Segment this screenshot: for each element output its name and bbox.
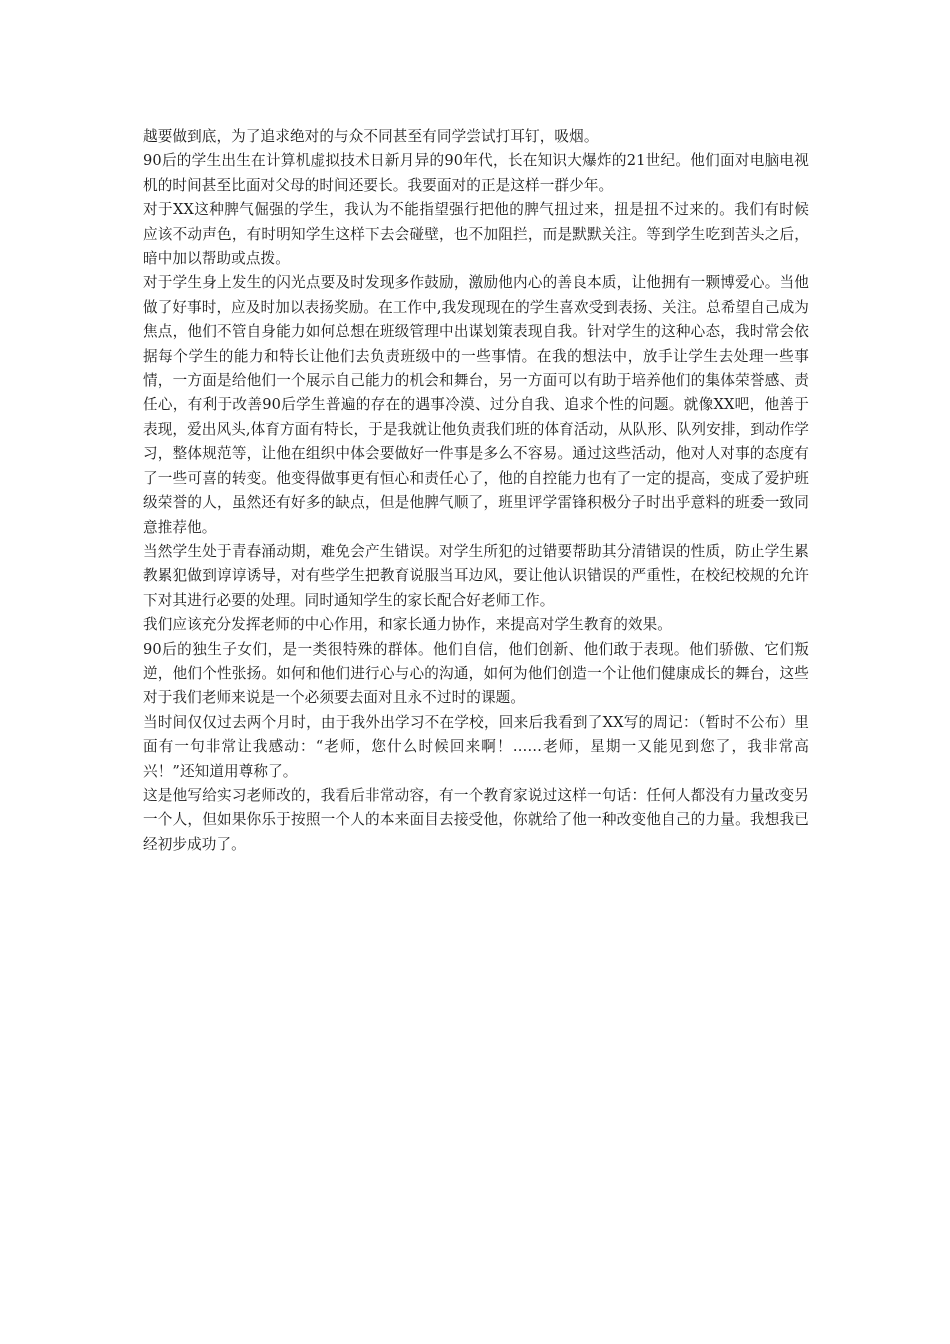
paragraph-6: 我们应该充分发挥老师的中心作用，和家长通力协作，来提高对学生教育的效果。 [143,616,672,634]
paragraph-4: 对于学生身上发生的闪光点要及时发现多作鼓励，激励他内心的善良本质，让他拥有一颗博爱心。当他做了好事时，应及时加以表扬奖励。在工作中,我发现现在的学生喜欢受到表扬、关注。总希望自己成为焦点，他们不管自身能力如何总想在班级管理中出谋划策表现自我。针对学生的这种心态，我时常会依据每个学生的能力和特长让他们去负责班级中的一些事情。在我的想法中，放手让学生去处理一些事情，一方面是给他们一个展示自己能力的机会和舞台，另一方面可以有助于培养他们的集体荣誉感、责任心，有利于改善90后学生普遍的存在的遇事冷漠、过分自我、追求个性的问题。就像XX吧，他善于表现，爱出风头,体育方面有特长，于是我就让他负责我们班的体育活动，从队形、队列安排，到动作学习，整体规范等，让他在组织中体会要做好一件事是多么不容易。通过这些活动，他对人对事的态度有了一些可喜的转变。他变得做事更有恒心和责任心了，他的自控能力也有了一定的提高，变成了爱护班级荣誉的人，虽然还有好多的缺点，但是他脾气顺了，班里评学雷锋积极分子时出乎意料的班委一致同意推荐他。 [143,274,809,536]
paragraph-2: 90后的学生出生在计算机虚拟技术日新月异的90年代，长在知识大爆炸的21世纪。他们面对电脑电视机的时间甚至比面对父母的时间还要长。我要面对的正是这样一群少年。 [143,152,809,194]
paragraph-1: 越要做到底，为了追求绝对的与众不同甚至有同学尝试打耳钉，吸烟。 [143,128,599,145]
document-body [143,125,809,857]
paragraph-9: 这是他写给实习老师改的，我看后非常动容，有一个教育家说过这样一句话：任何人都没有力量改变另一个人，但如果你乐于按照一个人的本来面目去接受他，你就给了他一种改变他自己的力量。我想我已经初步成功了。 [143,786,809,853]
paragraph-5: 当然学生处于青春涌动期，难免会产生错误。对学生所犯的过错要帮助其分清错误的性质，防止学生累教累犯做到谆谆诱导，对有些学生把教育说服当耳边风，要让他认识错误的严重性，在校纪校规的允许下对其进行必要的处理。同时通知学生的家长配合好老师工作。 [143,542,809,609]
paragraph-7: 90后的独生子女们，是一类很特殊的群体。他们自信，他们创新、他们敢于表现。他们骄傲、它们叛逆，他们个性张扬。如何和他们进行心与心的沟通，如何为他们创造一个让他们健康成长的舞台，这些对于我们老师来说是一个必须要去面对且永不过时的课题。 [143,640,809,707]
paragraph-8: 当时间仅仅过去两个月时，由于我外出学习不在学校，回来后我看到了XX写的周记：（暂时不公布）里面有一句非常让我感动：“老师，您什么时候回来啊！……老师，星期一又能见到您了，我非常高兴！”还知道用尊称了。 [143,713,809,780]
paragraph-3: 对于XX这种脾气倔强的学生，我认为不能指望强行把他的脾气扭过来，扭是扭不过来的。我们有时候应该不动声色，有时明知学生这样下去会碰壁，也不加阻拦，而是默默关注。等到学生吃到苦头之后，暗中加以帮助或点拨。 [143,201,809,268]
